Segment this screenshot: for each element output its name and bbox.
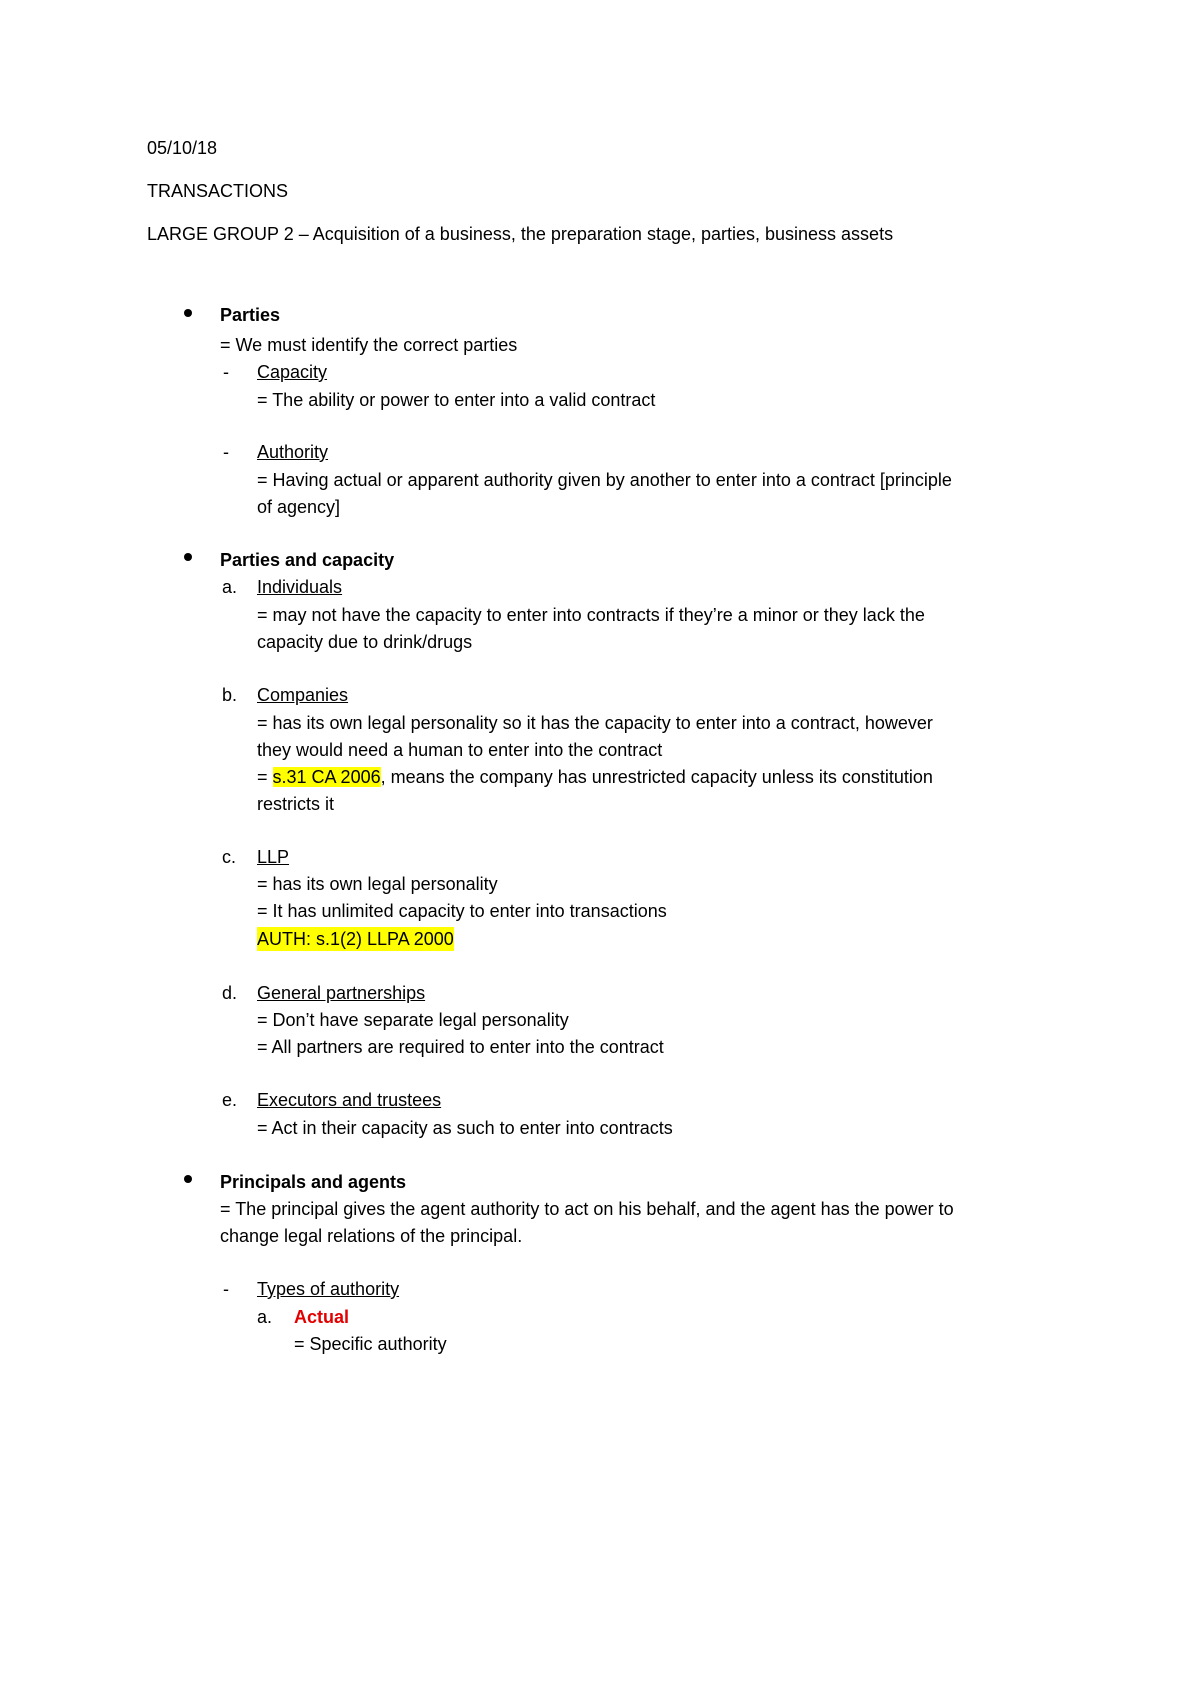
actual-text-line: = Specific authority bbox=[294, 1334, 447, 1354]
capacity-heading: Capacity bbox=[257, 362, 328, 382]
bullet-icon bbox=[184, 553, 192, 561]
dash-marker: - bbox=[223, 442, 229, 462]
authority-heading: Authority bbox=[257, 442, 329, 462]
partnerships-text-line: = All partners are required to enter into the contract bbox=[257, 1037, 664, 1057]
actual-heading: Actual bbox=[294, 1307, 350, 1327]
individuals-text-line: capacity due to drink/drugs bbox=[257, 632, 473, 652]
companies-suffix: , means the company has unrestricted capacity unless its constitution bbox=[380, 767, 933, 787]
list-marker: e. bbox=[222, 1090, 238, 1110]
statute-highlight: s.31 CA 2006 bbox=[272, 767, 381, 787]
bullet-icon bbox=[184, 309, 192, 317]
companies-text-line: restricts it bbox=[257, 794, 335, 814]
principals-text-line: change legal relations of the principal. bbox=[220, 1226, 523, 1246]
parties-intro: = We must identify the correct parties bbox=[220, 335, 518, 355]
list-marker: d. bbox=[222, 983, 238, 1003]
bullet-icon bbox=[184, 1175, 192, 1183]
capacity-text: = The ability or power to enter into a valid contract bbox=[257, 390, 656, 410]
topic-line: LARGE GROUP 2 – Acquisition of a business, the preparation stage, parties, business assets bbox=[147, 224, 894, 244]
section-title-parties-capacity: Parties and capacity bbox=[220, 550, 395, 570]
companies-heading: Companies bbox=[257, 685, 349, 705]
executors-text-line: = Act in their capacity as such to enter into contracts bbox=[257, 1118, 673, 1138]
authority-text-line: of agency] bbox=[257, 497, 341, 517]
individuals-heading: Individuals bbox=[257, 577, 343, 597]
individuals-text-line: = may not have the capacity to enter into contracts if they’re a minor or they lack the bbox=[257, 605, 925, 625]
companies-text-line: = has its own legal personality so it has the capacity to enter into a contract, however bbox=[257, 713, 933, 733]
principals-text-line: = The principal gives the agent authority to act on his behalf, and the agent has the power to bbox=[220, 1199, 954, 1219]
companies-text-line bbox=[257, 765, 933, 789]
section-title-parties: Parties bbox=[220, 305, 281, 325]
date-line: 05/10/18 bbox=[147, 138, 218, 158]
dash-marker: - bbox=[223, 1279, 229, 1299]
general-partnerships-heading: General partnerships bbox=[257, 983, 426, 1003]
list-marker: a. bbox=[222, 577, 238, 597]
llp-text-line: = It has unlimited capacity to enter into transactions bbox=[257, 901, 667, 921]
authority-text-line: = Having actual or apparent authority given by another to enter into a contract [principle bbox=[257, 470, 952, 490]
section-title-principals: Principals and agents bbox=[220, 1172, 407, 1192]
llp-heading: LLP bbox=[257, 847, 290, 867]
dash-marker: - bbox=[223, 362, 229, 382]
companies-text-line: they would need a human to enter into the contract bbox=[257, 740, 663, 760]
executors-heading: Executors and trustees bbox=[257, 1090, 442, 1110]
types-of-authority-heading: Types of authority bbox=[257, 1279, 400, 1299]
subject-line: TRANSACTIONS bbox=[147, 181, 289, 201]
list-marker: b. bbox=[222, 685, 238, 705]
list-marker: c. bbox=[222, 847, 237, 867]
list-marker: a. bbox=[257, 1307, 273, 1327]
statute-highlight: AUTH: s.1(2) LLPA 2000 bbox=[257, 929, 454, 949]
companies-prefix: = bbox=[257, 767, 273, 787]
llp-text-line: = has its own legal personality bbox=[257, 874, 498, 894]
partnerships-text-line: = Don’t have separate legal personality bbox=[257, 1010, 569, 1030]
